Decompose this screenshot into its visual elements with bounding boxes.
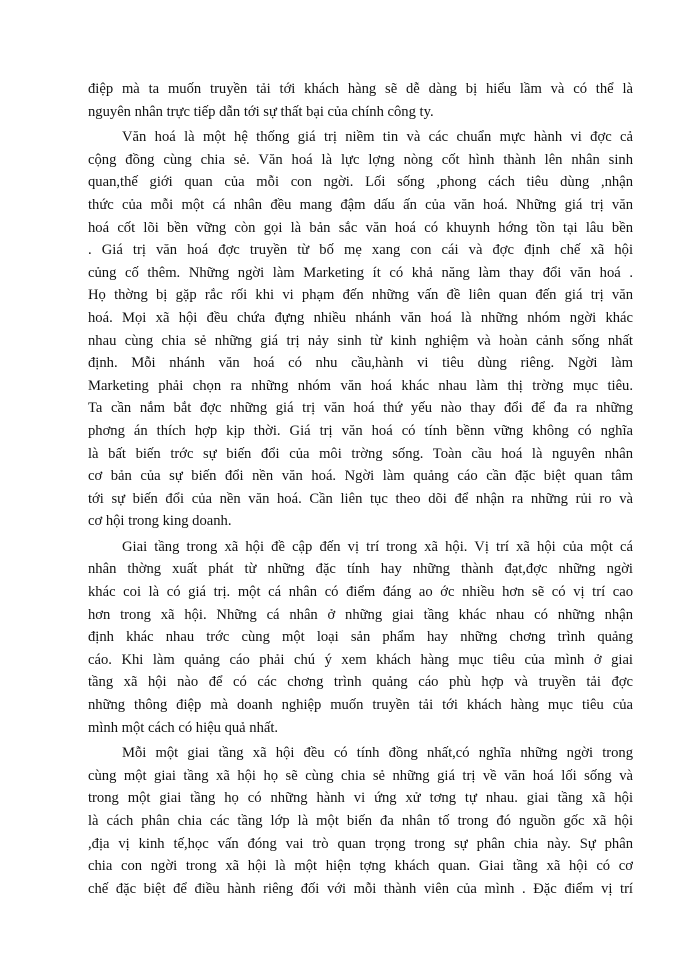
text-line: trong một giai tầng họ có những hành vi ứng xử tơng tự nhau. giai tầng xã hội: [88, 790, 633, 807]
text-line: Mỗi một giai tầng xã hội đều có tính đồng nhất,có nghĩa những ngời trong: [122, 745, 633, 762]
text-line: Họ thờng bị gặp rắc rối khi vi phạm đến những vấn đề liên quan đến giá trị văn: [88, 287, 633, 304]
text-line: Marketing phải chọn ra những nhóm văn hoá khác nhau làm thị trờng mục tiêu.: [88, 377, 633, 394]
text-line: chia con ngời trong xã hội là một hiện tợng khách quan. Giai tầng xã hội có cơ: [88, 858, 633, 875]
paragraph: [88, 126, 633, 533]
text-line: nguyên nhân trực tiếp dẫn tới sự thất bại của chính công ty.: [88, 103, 434, 120]
text-line: tầng xã hội nào để có các chơng trình quảng cáo phù hợp và truyền tải đợc: [88, 674, 633, 691]
text-line: phơng án thích hợp kịp thời. Giá trị văn hoá có tính bềnn vững không có nghĩa: [88, 422, 633, 439]
text-line: mình một cách có hiệu quả nhất.: [88, 719, 279, 736]
text-line: Ta cần nắm bắt đợc những giá trị văn hoá thứ yếu nào thay đổi để đa ra những: [88, 400, 633, 417]
text-line: thức của mỗi một cá nhân đều mang đậm dấu ấn của văn hoá. Những giá trị văn: [88, 196, 633, 213]
text-line: hoá. Mọi xã hội đều chứa đựng nhiều nhánh văn hoá là những nhóm ngời khác: [88, 309, 633, 326]
text-line: chế đặc biệt để điều hành riêng đối với mỗi thành viên của mình . Đặc điểm vị trí: [88, 880, 633, 897]
text-line: cơ bản của sự biến đổi nền văn hoá. Ngời làm quảng cáo cần đặc biệt quan tâm: [88, 468, 633, 485]
text-line: hoá cốt lõi bền vững còn gọi là bản sắc văn hoá có khuynh hớng tồn tại lâu bền: [88, 219, 633, 236]
text-line: khác coi là có giá trị. một cá nhân có điểm đáng ao ớc nhiều hơn sẽ có vị trí cao: [88, 584, 633, 601]
text-line: là bất biến trớc sự biến đổi của môi trờng sống. Toàn cầu hoá là nguyên nhân: [88, 445, 633, 462]
text-line: củng cố thêm. Những ngời làm Marketing ít có khả năng làm thay đổi văn hoá .: [88, 264, 633, 281]
text-line: hơn trong xã hội. Những cá nhân ở những giai tầng khác nhau có những nhận: [88, 606, 633, 623]
text-line: cơ hội trong king doanh.: [88, 513, 232, 530]
text-line: định khác nhau trớc cùng một loại sản phẩm hay những chơng trình quảng: [88, 629, 633, 646]
text-line: những thông điệp mà doanh nghiệp muốn truyền tải tới khách hàng mục tiêu của: [88, 697, 633, 714]
text-line: định. Mỗi nhánh văn hoá có nhu cầu,hành vi tiêu dùng riêng. Ngời làm: [88, 355, 633, 372]
text-line: quan,thế giới quan của mỗi con ngời. Lối sống ,phong cách tiêu dùng ,nhận: [88, 174, 633, 191]
text-line: nhau cùng chia sẻ những giá trị nảy sinh từ kinh nghiệm và hoàn cảnh sống nhất: [88, 332, 633, 349]
text-line: cùng một giai tầng xã hội họ sẽ cùng chia sẻ những giá trị về văn hoá lối sống và: [88, 767, 633, 784]
text-line: ,địa vị kinh tế,học vấn đóng vai trò quan trọng trong sự phân chia này. Sự phân: [88, 835, 633, 852]
text-line: Văn hoá là một hệ thống giá trị niềm tin và các chuẩn mực hành vi đợc cả: [122, 129, 633, 146]
paragraph: [88, 78, 633, 123]
text-line: cộng đồng cùng chia sẻ. Văn hoá là lực lợng nòng cốt hình thành lên nhân sinh: [88, 151, 633, 168]
text-line: tới sự biến đổi của nền văn hoá. Cần liên tục theo dõi để nhận ra những rủi ro và: [88, 490, 633, 507]
text-line: nhân thờng xuất phát từ những đặc tính hay những thành đạt,đợc những ngời: [88, 561, 633, 578]
text-line: . Giá trị văn hoá đợc truyền từ bố mẹ xang con cái và đợc định chế xã hội: [88, 242, 633, 259]
text-line: là cách phân chia các tầng lớp là một biến đa nhân tố trong đó nguồn gốc xã hội: [88, 813, 633, 829]
paragraph: [88, 742, 633, 900]
document-page: [88, 78, 633, 900]
text-line: điệp mà ta muốn truyền tải tới khách hàng sẽ dễ dàng bị hiểu lầm và có thể là: [88, 81, 633, 97]
text-line: Giai tầng trong xã hội đề cập đến vị trí trong xã hội. Vị trí xã hội của một cá: [122, 538, 633, 555]
paragraph: [88, 536, 633, 739]
text-line: cáo. Khi làm quảng cáo phải chú ý xem khách hàng mục tiêu của mình ở giai: [88, 651, 633, 668]
